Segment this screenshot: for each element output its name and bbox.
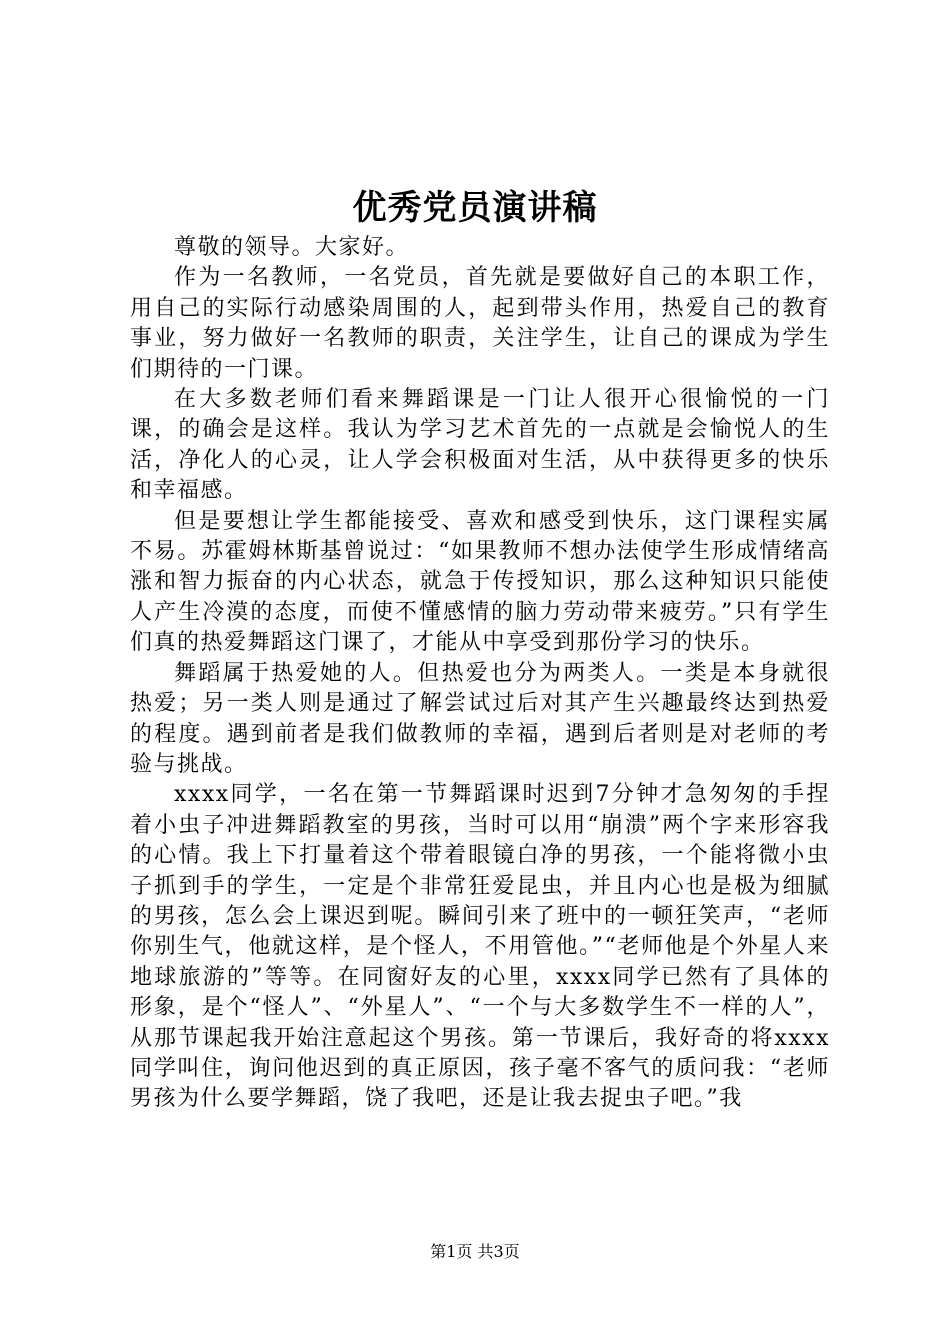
- paragraph: 作为一名教师，一名党员，首先就是要做好自己的本职工作，用自己的实际行动感染周围的人，起到带头作用，热爱自己的教育事业，努力做好一名教师的职责，关注学生，让自己的课成为学生们期待的一门课。: [130, 265, 830, 382]
- paragraph: 舞蹈属于热爱她的人。但热爱也分为两类人。一类是本身就很热爱；另一类人则是通过了解尝试过后对其产生兴趣最终达到热爱的程度。遇到前者是我们做教师的幸福，遇到后者则是对老师的考验与挑战。: [130, 660, 830, 777]
- paragraph: xxxx同学，一名在第一节舞蹈课时迟到7分钟才急匆匆的手捏着小虫子冲进舞蹈教室的男孩，当时可以用“崩溃”两个字来形容我的心情。我上下打量着这个带着眼镜白净的男孩，一个能将微小虫子抓到手的学生，一定是个非常狂爱昆虫，并且内心也是极为细腻的男孩，怎么会上课迟到呢。瞬间引来了班中的一顿狂笑声，“老师你别生气，他就这样，是个怪人，不用管他。”“老师他是个外星人来地球旅游的”等等。在同窗好友的心里，xxxx同学已然有了具体的形象，是个“怪人”、“外星人”、“一个与大多数学生不一样的人”，从那节课起我开始注意起这个男孩。第一节课后，我好奇的将xxxx同学叫住，询问他迟到的真正原因，孩子毫不客气的质问我：“老师男孩为什么要学舞蹈，饶了我吧，还是让我去捉虫子吧。”我: [130, 782, 830, 1112]
- paragraph: 但是要想让学生都能接受、喜欢和感受到快乐，这门课程实属不易。苏霍姆林斯基曾说过：“如果教师不想办法使学生形成情绪高涨和智力振奋的内心状态，就急于传授知识，那么这种知识只能使人产生冷漠的态度，而使不懂感情的脑力劳动带来疲劳。”只有学生们真的热爱舞蹈这门课了，才能从中享受到那份学习的快乐。: [130, 508, 830, 656]
- document-title: 优秀党员演讲稿: [352, 188, 598, 228]
- page-number-footer: 第1页 共3页: [430, 1242, 520, 1261]
- document-body: [130, 233, 830, 1115]
- paragraph-greeting: 尊敬的领导。大家好。: [174, 235, 410, 260]
- paragraph: 在大多数老师们看来舞蹈课是一门让人很开心很愉悦的一门课，的确会是这样。我认为学习艺术首先的一点就是会愉悦人的生活，净化人的心灵，让人学会积极面对生活，从中获得更多的快乐和幸福感。: [130, 387, 830, 504]
